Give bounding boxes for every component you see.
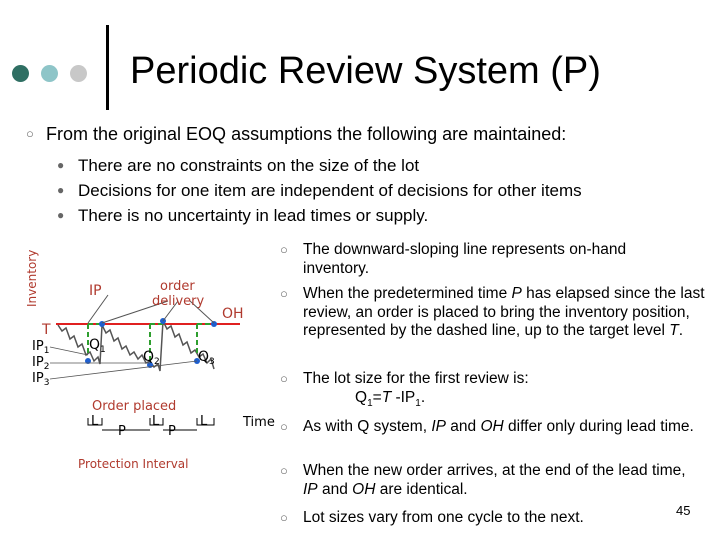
right-bullet-text: The lot size for the first review is:	[303, 370, 529, 387]
sub-bullet-icon: ●	[57, 158, 65, 172]
lead-time-label: L	[91, 414, 99, 429]
lead-time-label: L	[200, 414, 208, 429]
order-delivery-label: order	[160, 279, 195, 294]
ip-label: IP	[89, 283, 102, 299]
header-dot-light	[70, 65, 87, 82]
interval-brackets	[88, 418, 214, 430]
protection-interval-label: Protection Interval	[78, 457, 189, 471]
order-delivery-label: delivery	[152, 294, 205, 309]
q1-label: $Q_1$	[89, 337, 106, 355]
right-bullet-icon: ○	[280, 242, 288, 257]
right-bullet-icon: ○	[280, 286, 288, 301]
y-axis-label: Inventory	[25, 249, 39, 307]
slide-title: Periodic Review System (P)	[130, 50, 601, 92]
sub-bullet-icon: ●	[57, 183, 65, 197]
page-number: 45	[676, 503, 691, 518]
period-label: P	[118, 424, 126, 439]
right-bullet-icon: ○	[280, 510, 288, 525]
x-axis-label: Time	[243, 415, 275, 430]
q2-label: $Q_2$	[143, 349, 160, 367]
right-bullet-icon: ○	[280, 419, 288, 434]
periodic-review-diagram	[0, 235, 300, 495]
target-label: T	[42, 322, 51, 338]
ip1-label: $IP_1$	[32, 339, 50, 356]
right-bullet-text: Lot sizes vary from one cycle to the next.	[303, 509, 584, 526]
sub-bullet-text: There is no uncertainty in lead times or supply.	[78, 206, 429, 225]
ip-leader	[50, 347, 88, 355]
right-bullet-icon: ○	[280, 463, 288, 478]
period-label: P	[168, 424, 176, 439]
right-bullet-text: When the predetermined time P has elapsed since the last review, an order is placed to bring the inventory position, represented by the dashed line, up to the target level T.	[303, 285, 705, 339]
lead-time-label: L	[152, 414, 160, 429]
header-divider	[106, 25, 109, 110]
main-bullet-icon: ○	[26, 126, 34, 141]
on-hand-inventory-line	[58, 321, 214, 371]
sub-bullet-text: There are no constraints on the size of the lot	[78, 156, 420, 175]
right-bullet-text: When the new order arrives, at the end of the lead time, IP and OH are identical.	[303, 462, 686, 498]
ip2-label: $IP_2$	[32, 355, 50, 372]
header-dot-mid	[41, 65, 58, 82]
ip-leader	[50, 361, 197, 379]
main-bullet-text: From the original EOQ assumptions the following are maintained:	[46, 124, 567, 144]
ip3-label: $IP_3$	[32, 371, 50, 388]
delivery-marker	[211, 321, 217, 327]
right-bullet-text: The downward-sloping line represents on-hand inventory.	[303, 241, 627, 277]
lot-size-formula: $Q_1=T$ $-IP_1$.	[355, 389, 426, 410]
header-dot-dark	[12, 65, 29, 82]
q3-label: $Q_3$	[198, 349, 215, 367]
sub-bullet-icon: ●	[57, 208, 65, 222]
oh-label: OH	[222, 306, 244, 322]
right-bullet-icon: ○	[280, 371, 288, 386]
right-bullet-text: As with Q system, IP and OH differ only during lead time.	[303, 418, 694, 435]
order-placed-label: Order placed	[92, 399, 177, 414]
sub-bullet-text: Decisions for one item are independent of decisions for other items	[78, 181, 582, 200]
